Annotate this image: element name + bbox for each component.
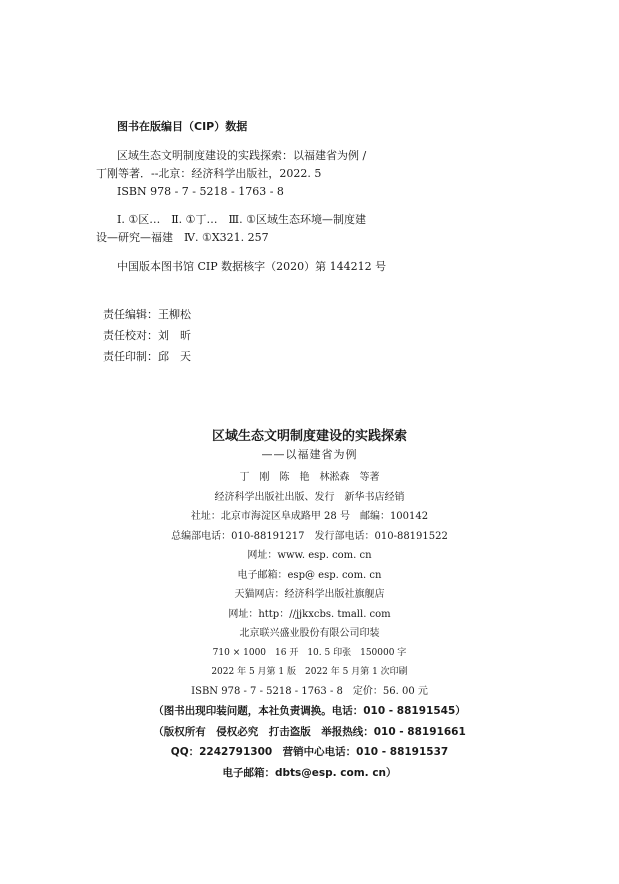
cip-record-number: 中国版本图书馆 CIP 数据核字（2020）第 144212 号 [117,260,387,273]
cip-isbn-line: ISBN 978 - 7 - 5218 - 1763 - 8 [117,185,284,198]
publisher-phones: 总编部电话：010-88191217 发行部电话：010-88191522 [171,530,448,542]
copyright-notice: （版权所有 侵权必究 打击盗版 举报热线：010 - 88191661 [153,725,466,738]
publication-info [0,428,619,783]
publisher-address: 社址：北京市海淀区阜成路甲 28 号 邮编：100142 [190,511,429,522]
tmall-store: 天猫网店：经济科学出版社旗舰店 [234,589,385,600]
cip-classification-line-cont: 设—研究—福建 Ⅳ. ①X321. 257 [96,231,269,244]
qq-marketing-line: QQ：2242791300 营销中心电话：010 - 88191537 [170,746,449,758]
cip-title-line: 区域生态文明制度建设的实践探索：以福建省为例 / [117,149,367,162]
cip-author-line: 丁刚等著．--北京：经济科学出版社，2022. 5 [96,167,322,180]
print-issue-notice: （图书出现印装问题，本社负责调换。电话：010 - 88191545） [153,705,466,717]
isbn-price: ISBN 978 - 7 - 5218 - 1763 - 8 定价：56. 00 元 [191,685,428,697]
responsible-proofreader: 责任校对：刘 昕 [103,329,191,342]
responsible-printing: 责任印制：邱 天 [103,350,191,363]
printer-line: 北京联兴盛业股份有限公司印装 [239,628,380,639]
cip-classification-line: Ⅰ. ①区… Ⅱ. ①丁… Ⅲ. ①区域生态环境—制度建 [117,213,366,226]
book-edition: 2022 年 5 月第 1 版 2022 年 5 月第 1 次印刷 [211,666,408,677]
tmall-url: 网址：http：//jjkxcbs. tmall. com [228,608,391,620]
book-format: 710 × 1000 16 开 10. 5 印张 150000 字 [212,647,407,658]
complaint-email: 电子邮箱：dbts@esp. com. cn） [222,766,397,779]
responsible-editor: 责任编辑：王柳松 [103,308,191,321]
book-subtitle: ——以福建省为例 [261,448,358,461]
publisher-line: 经济科学出版社出版、发行 新华书店经销 [214,491,405,503]
publisher-website: 网址：www. esp. com. cn [247,550,372,561]
cip-heading: 图书在版编目（CIP）数据 [117,120,248,133]
publisher-email: 电子邮箱：esp@ esp. com. cn [237,569,382,581]
book-authors: 丁 刚 陈 艳 林淞森 等著 [239,472,380,483]
book-title: 区域生态文明制度建设的实践探索 [211,429,407,444]
